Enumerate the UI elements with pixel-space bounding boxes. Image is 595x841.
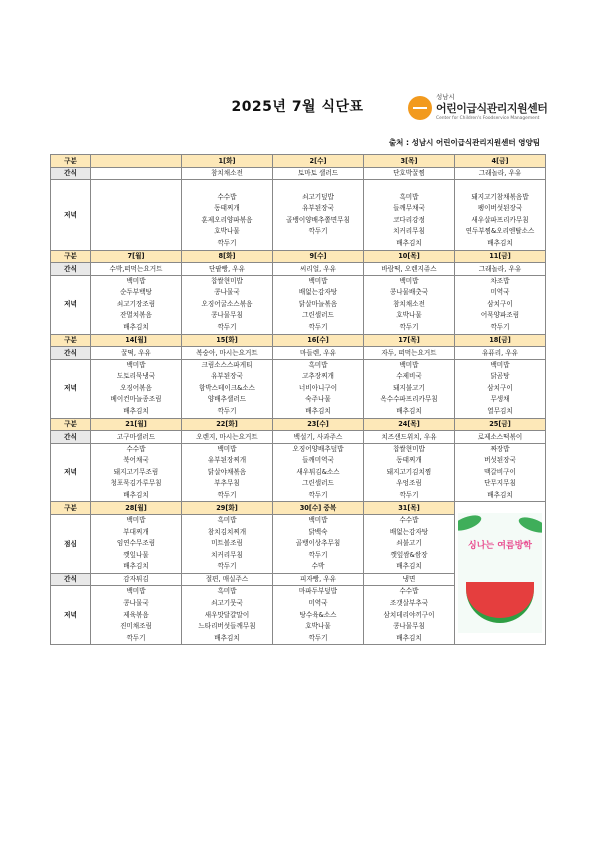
snack-item	[91, 167, 182, 180]
label-dinner: 저녁	[51, 586, 91, 645]
label-gubun: 구분	[51, 418, 91, 431]
menu-item: 돼지고기무조림	[113, 467, 159, 476]
day-header: 21[월]	[91, 418, 182, 431]
menu-item: 닭살마늘볶음	[298, 299, 338, 308]
menu-item: 들깨무채국	[393, 204, 425, 213]
menu-item: 백미밥	[399, 360, 419, 369]
menu-item	[91, 238, 181, 250]
menu-item: 백미밥	[399, 276, 419, 285]
menu-item: 콩나물국	[123, 599, 149, 608]
menu-item: 차조밥	[490, 276, 510, 285]
snack-item: 치즈샌드위치, 우유	[364, 431, 455, 444]
menu-item: 호박나물	[214, 227, 240, 236]
menu-item: 그린샐러드	[302, 479, 334, 488]
menu-item: 숙주나물	[305, 395, 331, 404]
menu-item: 동태찌개	[214, 204, 240, 213]
menu-item: 팽이버섯된장국	[477, 204, 523, 213]
menu-item: 크림소스스파게티	[201, 360, 253, 369]
day-header: 31[목]	[364, 502, 455, 515]
snack-item: 유퓨리, 우유	[455, 347, 546, 360]
logo-name: 어린이급식관리지원센터	[436, 102, 548, 115]
label-snack: 간식	[51, 573, 91, 586]
menu-item: 제육볶음	[123, 610, 149, 619]
menu-item: 순두부백탕	[120, 288, 152, 297]
meal-cell	[91, 275, 182, 334]
menu-item: 참치김치찌개	[207, 527, 247, 536]
meal-cell	[91, 359, 182, 418]
label-snack: 간식	[51, 167, 91, 180]
meal-cell	[364, 514, 455, 573]
snack-item: 절편, 매실주스	[182, 573, 273, 586]
menu-item: 흑미밥	[308, 360, 328, 369]
menu-item: 버섯된장국	[484, 456, 516, 465]
day-header: 18[금]	[455, 334, 546, 347]
menu-item: 배추김치	[123, 406, 149, 415]
snack-item: 로제소스떡볶이	[455, 431, 546, 444]
poster-cell	[455, 502, 546, 645]
menu-item: 쇠불고기	[396, 539, 422, 548]
menu-item: 열무김치	[487, 406, 513, 415]
menu-item: 호박나물	[396, 311, 422, 320]
label-gubun: 구분	[51, 502, 91, 515]
menu-item	[273, 238, 363, 250]
day-header: 22[화]	[182, 418, 273, 431]
menu-item: 수수밥	[399, 587, 419, 596]
snack-item: 고구마샐러드	[91, 431, 182, 444]
meal-cell	[273, 514, 364, 573]
menu-item: 새우살파프리카무침	[471, 215, 529, 224]
logo-english: Center for Children's Foodservice Management	[436, 116, 540, 121]
meal-cell	[273, 359, 364, 418]
label-dinner: 저녁	[51, 180, 91, 251]
menu-item: 옥수수파프리카무침	[380, 395, 438, 404]
day-header: 25[금]	[455, 418, 546, 431]
menu-item: 흑미밥	[217, 587, 237, 596]
menu-item: 함박스테이크&소스	[198, 383, 256, 392]
meal-cell	[91, 180, 182, 251]
menu-item	[455, 180, 545, 192]
day-header	[91, 155, 182, 168]
day-header: 11[금]	[455, 250, 546, 263]
menu-item: 우엉조림	[396, 479, 422, 488]
menu-item: 깍두기	[217, 562, 237, 571]
snack-item: 씨리얼, 우유	[273, 263, 364, 276]
snack-item: 꿀떡, 우유	[91, 347, 182, 360]
meal-cell	[364, 586, 455, 645]
logo	[408, 92, 548, 132]
menu-item: 돼지고기참채볶음밥	[471, 192, 529, 201]
snack-item: 그래놀라, 우유	[455, 167, 546, 180]
day-header: 17[목]	[364, 334, 455, 347]
meal-cell	[364, 443, 455, 502]
menu-item: 고추장찌개	[302, 372, 334, 381]
menu-item: 백미밥	[308, 276, 328, 285]
day-header: 8[화]	[182, 250, 273, 263]
menu-item: 닭살야채볶음	[207, 467, 247, 476]
menu-item: 콩나물국	[214, 288, 240, 297]
menu-item: 탕수육&소스	[299, 610, 337, 619]
meal-cell	[273, 180, 364, 251]
meal-cell	[364, 180, 455, 251]
menu-item	[91, 180, 181, 192]
meal-cell	[182, 275, 273, 334]
menu-item: 깍두기	[308, 490, 328, 499]
meal-cell	[273, 443, 364, 502]
label-snack: 간식	[51, 347, 91, 360]
menu-item	[91, 226, 181, 238]
menu-item: 깍두기	[490, 322, 510, 331]
menu-item: 짜장밥	[490, 444, 510, 453]
snack-item: 수박,떠먹는요거트	[91, 263, 182, 276]
menu-item: 베이컨마늘종조림	[110, 395, 162, 404]
menu-item: 너비아니구이	[298, 383, 338, 392]
menu-item: 양배추샐러드	[207, 395, 247, 404]
menu-item: 깍두기	[399, 322, 419, 331]
menu-item	[364, 180, 454, 192]
menu-item	[182, 180, 272, 192]
label-dinner: 저녁	[51, 359, 91, 418]
meal-cell	[91, 514, 182, 573]
meal-cell	[364, 275, 455, 334]
leaf-icon	[517, 515, 542, 537]
menu-item: 코다리강정	[393, 215, 425, 224]
label-dinner: 저녁	[51, 275, 91, 334]
day-header: 1[화]	[182, 155, 273, 168]
menu-item: 참치채소전	[393, 299, 425, 308]
menu-item: 깍두기	[308, 322, 328, 331]
meal-cell	[182, 359, 273, 418]
snack-item: 바람떡, 오렌지쥬스	[364, 263, 455, 276]
menu-item: 깻잎쌈&쌈장	[390, 550, 428, 559]
snack-item: 냉면	[364, 573, 455, 586]
watermelon-icon	[466, 582, 534, 623]
menu-item: 깍두기	[126, 633, 146, 642]
menu-item: 깍두기	[217, 322, 237, 331]
meal-cell	[455, 443, 546, 502]
day-header: 14[월]	[91, 334, 182, 347]
menu-item: 백미밥	[126, 360, 146, 369]
menu-item: 콩나물배춧국	[389, 288, 429, 297]
menu-item: 부대찌개	[123, 527, 149, 536]
meal-cell	[455, 180, 546, 251]
menu-item: 새우맛달걀말이	[204, 610, 250, 619]
label-dinner: 저녁	[51, 443, 91, 502]
logo-city: 성남시	[436, 93, 455, 101]
menu-item: 찹쌀현미밥	[211, 276, 243, 285]
menu-item: 수수밥	[126, 444, 146, 453]
menu-item: 삼치구이	[487, 383, 513, 392]
menu-item: 돼지불고기	[393, 383, 425, 392]
meal-cell	[182, 514, 273, 573]
menu-item: 삼치구이	[487, 299, 513, 308]
menu-item: 백미밥	[126, 276, 146, 285]
menu-item: 배추김치	[396, 238, 422, 247]
menu-item: 어묵양파조림	[480, 311, 520, 320]
day-header: 29[화]	[182, 502, 273, 515]
menu-item: 콩나물무침	[393, 622, 425, 631]
label-lunch: 점심	[51, 514, 91, 573]
menu-item: 배추김치	[396, 406, 422, 415]
menu-item: 돼지고기김치찜	[386, 467, 432, 476]
menu-item: 도토리묵냉국	[116, 372, 156, 381]
menu-item: 유부된장국	[302, 204, 334, 213]
menu-item: 배추김치	[214, 633, 240, 642]
menu-item	[273, 180, 363, 192]
menu-item: 깍두기	[217, 406, 237, 415]
menu-item: 배추김치	[123, 322, 149, 331]
menu-item: 흑미밥	[217, 515, 237, 524]
menu-item: 배추김치	[487, 238, 513, 247]
menu-item: 맥갈비구이	[484, 467, 516, 476]
menu-item: 깍두기	[399, 490, 419, 499]
snack-item: 그래놀라, 우유	[455, 263, 546, 276]
menu-item: 골뱅이상추무침	[295, 539, 341, 548]
menu-item: 동태찌개	[396, 456, 422, 465]
menu-item: 쇠고기덮밥	[302, 192, 334, 201]
menu-item: 들깨미역국	[302, 456, 334, 465]
menu-item: 조갯살부추국	[389, 599, 429, 608]
menu-item: 배추김치	[396, 562, 422, 571]
day-header: 23[수]	[273, 418, 364, 431]
menu-item: 삼치데리야끼구이	[383, 610, 435, 619]
snack-item: 피자빵, 우유	[273, 573, 364, 586]
menu-item: 배없는감자탕	[298, 288, 338, 297]
menu-item: 찹쌀현미밥	[393, 444, 425, 453]
menu-item: 콩나물무침	[211, 311, 243, 320]
menu-item: 깍두기	[217, 238, 237, 247]
label-gubun: 구분	[51, 250, 91, 263]
day-header: 16[수]	[273, 334, 364, 347]
menu-item	[91, 203, 181, 215]
menu-item: 백미밥	[490, 360, 510, 369]
menu-item	[91, 192, 181, 204]
poster-title: 싱나는 여름방학	[468, 541, 532, 552]
menu-item: 닭백숙	[308, 527, 328, 536]
menu-item: 깍두기	[217, 490, 237, 499]
menu-item: 배없는감자탕	[389, 527, 429, 536]
menu-item: 배추김치	[123, 490, 149, 499]
meal-cell	[91, 586, 182, 645]
menu-item: 미역국	[308, 599, 328, 608]
menu-item: 배추김치	[305, 406, 331, 415]
menu-item: 훈제오리양파볶음	[201, 215, 253, 224]
menu-item: 치커리무침	[393, 227, 425, 236]
meal-cell	[91, 443, 182, 502]
menu-item: 수수밥	[217, 192, 237, 201]
menu-table	[50, 154, 546, 645]
meal-cell	[273, 275, 364, 334]
day-header: 28[월]	[91, 502, 182, 515]
menu-item: 흑미밥	[399, 192, 419, 201]
menu-item: 유부된장국	[211, 372, 243, 381]
day-header: 15[화]	[182, 334, 273, 347]
menu-item: 임연수무조림	[116, 539, 156, 548]
menu-item: 백미밥	[126, 587, 146, 596]
meal-cell	[182, 586, 273, 645]
menu-item: 마파두부덮밥	[298, 587, 338, 596]
menu-item: 백미밥	[217, 444, 237, 453]
menu-item: 깻잎나물	[123, 550, 149, 559]
page-title: 2025년 7월 식단표	[231, 99, 364, 115]
menu-item: 깍두기	[308, 633, 328, 642]
menu-item	[91, 215, 181, 227]
snack-item: 백설기, 사과주스	[273, 431, 364, 444]
meal-cell	[182, 443, 273, 502]
menu-item: 그린샐러드	[302, 311, 334, 320]
menu-item: 깍두기	[308, 227, 328, 236]
day-header: 9[수]	[273, 250, 364, 263]
menu-item: 치커리무침	[211, 550, 243, 559]
menu-item: 미역국	[490, 288, 510, 297]
label-snack: 간식	[51, 431, 91, 444]
label-gubun: 구분	[51, 334, 91, 347]
menu-item: 백미밥	[308, 515, 328, 524]
snack-item: 토마토 샐러드	[273, 167, 364, 180]
meal-cell	[455, 275, 546, 334]
menu-item: 오징어볶음	[120, 383, 152, 392]
snack-item: 단팥빵, 우유	[182, 263, 273, 276]
menu-item: 잔멸치볶음	[120, 311, 152, 320]
day-header: 24[목]	[364, 418, 455, 431]
snack-item: 오렌지, 마시는요거트	[182, 431, 273, 444]
menu-item: 청포묵김가루무침	[110, 479, 162, 488]
menu-item: 단무지무침	[484, 479, 516, 488]
meal-cell	[455, 359, 546, 418]
menu-item: 무생채	[490, 395, 510, 404]
menu-item: 오징어양배추덮밥	[292, 444, 344, 453]
menu-item: 수제비국	[396, 372, 422, 381]
meal-cell	[273, 586, 364, 645]
menu-item: 수박	[311, 562, 325, 571]
menu-item: 배추김치	[487, 490, 513, 499]
menu-item: 연두부찜&오리엔탈소스	[465, 227, 535, 236]
summer-vacation-poster	[458, 513, 542, 633]
leaf-icon	[458, 513, 483, 534]
menu-item: 쇠고기뭇국	[211, 599, 243, 608]
menu-item: 골뱅이양배추쫄면무침	[286, 215, 350, 224]
menu-item: 새우튀김&소스	[296, 467, 340, 476]
menu-item: 쇠고기장조림	[116, 299, 156, 308]
day-header: 30[수] 중복	[273, 502, 364, 515]
label-gubun: 구분	[51, 155, 91, 168]
meal-cell	[182, 180, 273, 251]
menu-item: 호박나물	[305, 622, 331, 631]
snack-item: 감자튀김	[91, 573, 182, 586]
menu-item: 배추김치	[123, 562, 149, 571]
menu-item: 부추무침	[214, 479, 240, 488]
source-note: 출처 : 성남시 어린이급식관리지원센터 영양팀	[388, 138, 540, 147]
menu-item: 배추김치	[396, 633, 422, 642]
day-header: 4[금]	[455, 155, 546, 168]
menu-item: 진미채조림	[120, 622, 152, 631]
logo-icon	[408, 96, 432, 120]
menu-item: 북어채국	[123, 456, 149, 465]
snack-item: 단호박꿀찜	[364, 167, 455, 180]
day-header: 7[월]	[91, 250, 182, 263]
menu-item: 오징어굴소스볶음	[201, 299, 253, 308]
snack-item: 자두, 떠먹는요거트	[364, 347, 455, 360]
label-snack: 간식	[51, 263, 91, 276]
snack-item: 참치채소전	[182, 167, 273, 180]
menu-item: 느타리버섯들깨무침	[198, 622, 256, 631]
snack-item: 복숭아, 마시는요거트	[182, 347, 273, 360]
day-header: 10[목]	[364, 250, 455, 263]
menu-item: 백미밥	[126, 515, 146, 524]
menu-item: 깍두기	[308, 550, 328, 559]
menu-item: 수수밥	[399, 515, 419, 524]
meal-cell	[364, 359, 455, 418]
menu-item: 미트볼조림	[211, 539, 243, 548]
menu-item: 유부된장찌개	[207, 456, 247, 465]
day-header: 2[수]	[273, 155, 364, 168]
day-header: 3[목]	[364, 155, 455, 168]
snack-item: 마들렌, 우유	[273, 347, 364, 360]
menu-item: 닭곰탕	[490, 372, 510, 381]
